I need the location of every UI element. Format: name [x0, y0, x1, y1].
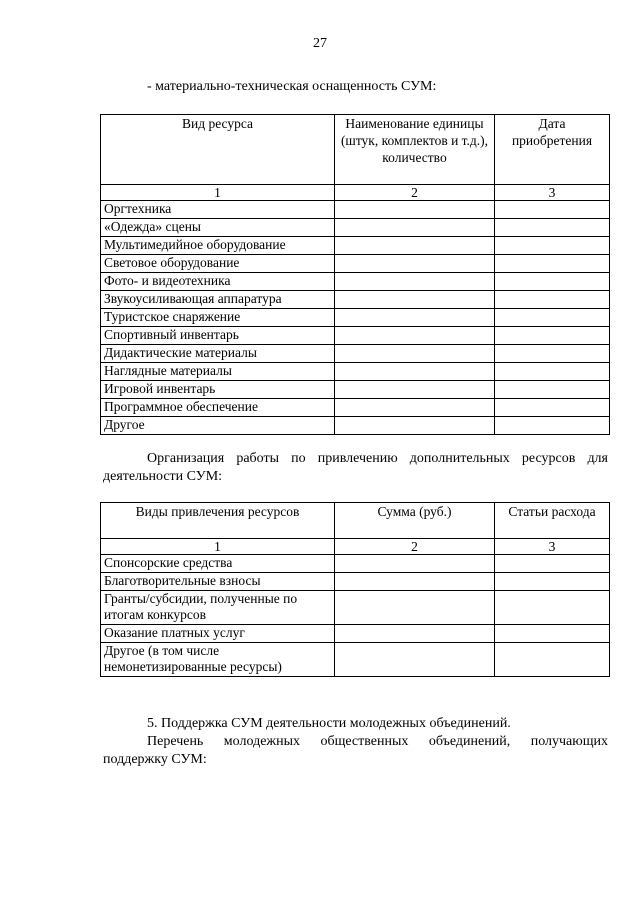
table-cell [495, 327, 610, 345]
table-cell [495, 219, 610, 237]
table-cell [335, 201, 495, 219]
table-cell [495, 625, 610, 643]
table-cell [335, 273, 495, 291]
table-cell [335, 625, 495, 643]
table-row-label: «Одежда» сцены [101, 219, 335, 237]
table-row-label: Спонсорские средства [101, 555, 335, 573]
table-cell [495, 417, 610, 435]
table-cell [335, 219, 495, 237]
table-cell [335, 345, 495, 363]
table-cell [495, 643, 610, 677]
funding-table [100, 502, 610, 677]
column-header-expense-items: Статьи расхода [495, 503, 610, 539]
table-row-label: Игровой инвентарь [101, 381, 335, 399]
column-number: 2 [335, 185, 495, 201]
table-row-label: Другое [101, 417, 335, 435]
table-cell [495, 237, 610, 255]
column-header-acquisition-date: Дата приобретения [495, 115, 610, 185]
column-number: 3 [495, 185, 610, 201]
table-row-label: Фото- и видеотехника [101, 273, 335, 291]
table-cell [335, 555, 495, 573]
table-row-label: Спортивный инвентарь [101, 327, 335, 345]
table-row-label: Благотворительные взносы [101, 573, 335, 591]
column-number: 1 [101, 185, 335, 201]
table-row-label: Туристское снаряжение [101, 309, 335, 327]
table-cell [335, 417, 495, 435]
table-cell [335, 643, 495, 677]
table-cell [335, 237, 495, 255]
table-cell [495, 255, 610, 273]
table-cell [335, 381, 495, 399]
section5-title: 5. Поддержка СУМ деятельности молодежных объединений. [147, 716, 511, 731]
table-cell [335, 573, 495, 591]
table-row-label: Оказание платных услуг [101, 625, 335, 643]
table-cell [495, 591, 610, 625]
table-cell [495, 399, 610, 417]
column-header-funding-type: Виды привлечения ресурсов [101, 503, 335, 539]
table-row-label: Звукоусиливающая аппаратура [101, 291, 335, 309]
table-cell [495, 555, 610, 573]
table-cell [495, 345, 610, 363]
section5-text: Перечень молодежных общественных объединений, получающих поддержку СУМ: [103, 734, 608, 767]
table-row-label: Программное обеспечение [101, 399, 335, 417]
table-cell [335, 291, 495, 309]
page-number: 27 [313, 36, 327, 51]
table-cell [335, 327, 495, 345]
table-row-label: Наглядные материалы [101, 363, 335, 381]
table-cell [495, 363, 610, 381]
table-row-label: Оргтехника [101, 201, 335, 219]
column-header-resource-type: Вид ресурса [101, 115, 335, 185]
table-cell [495, 573, 610, 591]
table-cell [335, 363, 495, 381]
table-cell [495, 273, 610, 291]
table-row-label: Другое (в том числе немонетизированные ресурсы) [101, 643, 335, 677]
column-header-unit-name: Наименование единицы (штук, комплектов и т.д.), количество [335, 115, 495, 185]
table-cell [495, 291, 610, 309]
table-cell [335, 309, 495, 327]
table-cell [495, 381, 610, 399]
table-cell [335, 591, 495, 625]
column-header-amount: Сумма (руб.) [335, 503, 495, 539]
table-row-label: Дидактические материалы [101, 345, 335, 363]
table-cell [495, 309, 610, 327]
table-cell [335, 255, 495, 273]
column-number: 2 [335, 539, 495, 555]
resources-table [100, 114, 610, 435]
section1-intro: - материально-техническая оснащенность СУМ: [147, 79, 437, 94]
section2-intro-line1 [103, 450, 608, 486]
column-number: 1 [101, 539, 335, 555]
table-row-label: Гранты/субсидии, полученные по итогам конкурсов [101, 591, 335, 625]
section2-intro-text: Организация работы по привлечению дополнительных ресурсов для деятельности СУМ: [103, 451, 608, 484]
table-row-label: Световое оборудование [101, 255, 335, 273]
column-number: 3 [495, 539, 610, 555]
table-cell [495, 201, 610, 219]
table-row-label: Мультимедийное оборудование [101, 237, 335, 255]
table-cell [335, 399, 495, 417]
